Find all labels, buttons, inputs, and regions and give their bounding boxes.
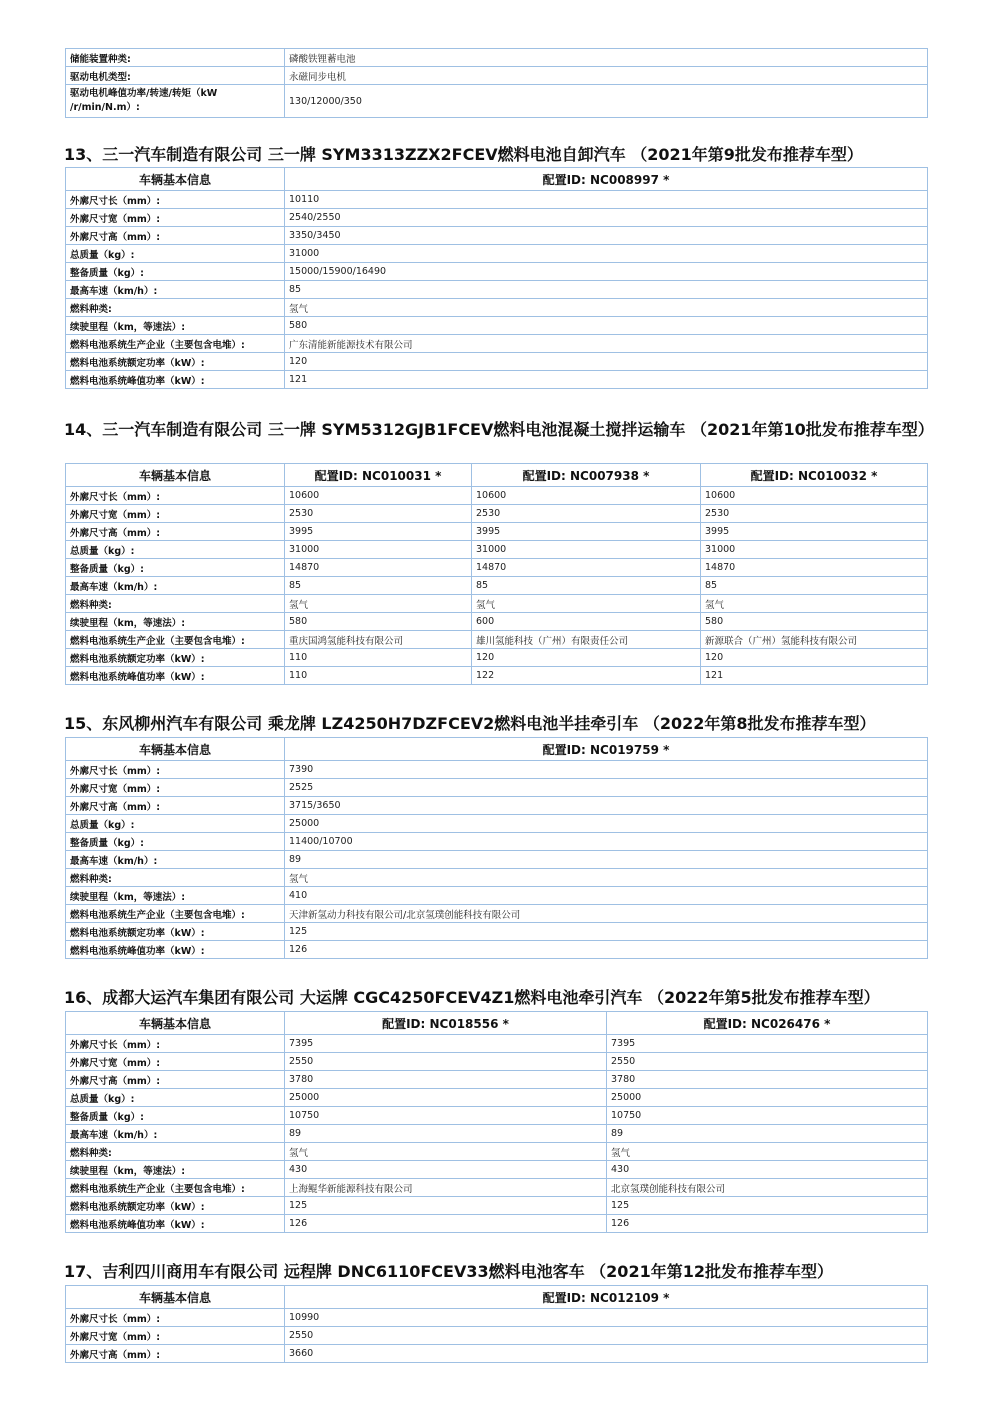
row-value: 11400/10700	[285, 833, 928, 851]
row-value: 广东清能新能源技术有限公司	[285, 335, 928, 353]
row-value: 14870	[701, 559, 928, 577]
row-value: 氢气	[701, 595, 928, 613]
table-row	[66, 595, 928, 613]
row-value: 580	[285, 317, 928, 335]
row-value: 89	[607, 1125, 928, 1143]
row-label: 总质量（kg）:	[66, 541, 285, 559]
table-row	[66, 1179, 928, 1197]
table-row	[66, 85, 928, 118]
table-row	[66, 1215, 928, 1233]
row-label: 驱动电机峰值功率/转速/转矩（kW /r/min/N.m）:	[66, 85, 285, 118]
row-label: 燃料电池系统生产企业（主要包含电堆）:	[66, 335, 285, 353]
spec-table-continued	[65, 48, 928, 118]
row-value: 雄川氢能科技（广州）有限责任公司	[472, 631, 701, 649]
row-value: 7395	[285, 1035, 607, 1053]
row-label: 外廓尺寸长（mm）:	[66, 761, 285, 779]
row-value: 85	[701, 577, 928, 595]
header-config-id: 配置ID: NC019759 *	[285, 738, 928, 761]
row-value: 125	[607, 1197, 928, 1215]
header-config-id: 配置ID: NC018556 *	[285, 1012, 607, 1035]
row-value: 580	[285, 613, 472, 631]
row-value: 氢气	[285, 595, 472, 613]
row-label: 外廓尺寸宽（mm）:	[66, 1053, 285, 1071]
row-value: 14870	[285, 559, 472, 577]
row-value: 10600	[285, 487, 472, 505]
table-row	[66, 905, 928, 923]
table-row	[66, 1197, 928, 1215]
row-label: 续驶里程（km，等速法）:	[66, 887, 285, 905]
header-basic-info: 车辆基本信息	[66, 738, 285, 761]
row-value: 121	[285, 371, 928, 389]
section-title-14: 14、三一汽车制造有限公司 三一牌 SYM5312GJB1FCEV燃料电池混凝土搅拌运输车 （2021年第10批发布推荐车型）	[64, 420, 934, 439]
row-value: 25000	[607, 1089, 928, 1107]
table-row	[66, 371, 928, 389]
row-value: 天津新氢动力科技有限公司/北京氢璞创能科技有限公司	[285, 905, 928, 923]
row-value: 110	[285, 649, 472, 667]
row-value: 25000	[285, 815, 928, 833]
spec-table-15	[65, 737, 928, 959]
row-value: 10750	[607, 1107, 928, 1125]
table-row	[66, 923, 928, 941]
table-row	[66, 191, 928, 209]
row-label: 整备质量（kg）:	[66, 833, 285, 851]
table-row	[66, 761, 928, 779]
row-label: 外廓尺寸宽（mm）:	[66, 779, 285, 797]
table-row	[66, 833, 928, 851]
table-header-row	[66, 464, 928, 487]
row-label: 燃料电池系统额定功率（kW）:	[66, 649, 285, 667]
table-row	[66, 523, 928, 541]
table-header-row	[66, 168, 928, 191]
row-label: 最高车速（km/h）:	[66, 281, 285, 299]
row-value: 31000	[701, 541, 928, 559]
header-basic-info: 车辆基本信息	[66, 464, 285, 487]
table-row	[66, 541, 928, 559]
table-row	[66, 1345, 928, 1363]
table-row	[66, 1107, 928, 1125]
spec-table-13	[65, 167, 928, 389]
table-row	[66, 263, 928, 281]
table-row	[66, 649, 928, 667]
row-value: 89	[285, 851, 928, 869]
table-row	[66, 797, 928, 815]
row-value: 10990	[285, 1309, 928, 1327]
row-label: 燃料电池系统额定功率（kW）:	[66, 1197, 285, 1215]
table-row	[66, 631, 928, 649]
header-config-id: 配置ID: NC007938 *	[472, 464, 701, 487]
row-label: 最高车速（km/h）:	[66, 577, 285, 595]
row-value: 85	[285, 281, 928, 299]
row-value: 2525	[285, 779, 928, 797]
row-value: 2550	[607, 1053, 928, 1071]
row-value: 重庆国鸿氢能科技有限公司	[285, 631, 472, 649]
header-config-id: 配置ID: NC026476 *	[607, 1012, 928, 1035]
row-value: 89	[285, 1125, 607, 1143]
table-row	[66, 851, 928, 869]
row-value: 410	[285, 887, 928, 905]
row-value: 3995	[285, 523, 472, 541]
table-row	[66, 487, 928, 505]
row-label: 燃料电池系统峰值功率（kW）:	[66, 1215, 285, 1233]
row-label: 燃料电池系统额定功率（kW）:	[66, 353, 285, 371]
row-label: 外廓尺寸长（mm）:	[66, 1035, 285, 1053]
table-row	[66, 1053, 928, 1071]
table-row	[66, 227, 928, 245]
table-row	[66, 1143, 928, 1161]
row-value: 2530	[701, 505, 928, 523]
row-value: 120	[472, 649, 701, 667]
row-label: 续驶里程（km，等速法）:	[66, 317, 285, 335]
row-value: 氢气	[607, 1143, 928, 1161]
section-title-16: 16、成都大运汽车集团有限公司 大运牌 CGC4250FCEV4Z1燃料电池牵引汽车 （2022年第5批发布推荐车型）	[64, 988, 880, 1007]
row-value: 25000	[285, 1089, 607, 1107]
row-value: 7395	[607, 1035, 928, 1053]
row-value: 120	[701, 649, 928, 667]
table-row	[66, 779, 928, 797]
table-row	[66, 299, 928, 317]
table-row	[66, 1035, 928, 1053]
section-title-15: 15、东风柳州汽车有限公司 乘龙牌 LZ4250H7DZFCEV2燃料电池半挂牵引车 （2022年第8批发布推荐车型）	[64, 714, 876, 733]
row-label: 燃料种类:	[66, 299, 285, 317]
table-row	[66, 613, 928, 631]
row-label: 外廓尺寸长（mm）:	[66, 191, 285, 209]
row-value: 10750	[285, 1107, 607, 1125]
table-row	[66, 577, 928, 595]
row-value: 14870	[472, 559, 701, 577]
row-value: 126	[607, 1215, 928, 1233]
table-header-row	[66, 1286, 928, 1309]
row-value: 磷酸铁锂蓄电池	[285, 49, 928, 67]
row-value: 15000/15900/16490	[285, 263, 928, 281]
row-label: 总质量（kg）:	[66, 245, 285, 263]
row-label: 整备质量（kg）:	[66, 263, 285, 281]
table-row	[66, 887, 928, 905]
row-label: 最高车速（km/h）:	[66, 1125, 285, 1143]
row-label: 燃料电池系统生产企业（主要包含电堆）:	[66, 905, 285, 923]
table-row	[66, 869, 928, 887]
row-value: 2530	[472, 505, 701, 523]
row-label: 燃料电池系统额定功率（kW）:	[66, 923, 285, 941]
table-row	[66, 1327, 928, 1345]
row-value: 430	[285, 1161, 607, 1179]
row-label: 外廓尺寸高（mm）:	[66, 797, 285, 815]
row-label: 燃料种类:	[66, 595, 285, 613]
row-label: 燃料种类:	[66, 869, 285, 887]
table-row	[66, 335, 928, 353]
row-label: 续驶里程（km，等速法）:	[66, 1161, 285, 1179]
spec-table-16	[65, 1011, 928, 1233]
spec-table-17	[65, 1285, 928, 1363]
row-value: 3350/3450	[285, 227, 928, 245]
spec-table-14	[65, 463, 928, 685]
table-row	[66, 1309, 928, 1327]
row-value: 2550	[285, 1053, 607, 1071]
table-header-row	[66, 1012, 928, 1035]
row-value: 125	[285, 923, 928, 941]
section-title-13: 13、三一汽车制造有限公司 三一牌 SYM3313ZZX2FCEV燃料电池自卸汽车 （2021年第9批发布推荐车型）	[64, 145, 863, 164]
header-basic-info: 车辆基本信息	[66, 168, 285, 191]
header-config-id: 配置ID: NC012109 *	[285, 1286, 928, 1309]
table-header-row	[66, 738, 928, 761]
row-value: 2540/2550	[285, 209, 928, 227]
row-label: 外廓尺寸高（mm）:	[66, 1345, 285, 1363]
row-label: 驱动电机类型:	[66, 67, 285, 85]
row-value: 85	[472, 577, 701, 595]
row-value: 3715/3650	[285, 797, 928, 815]
row-label: 燃料电池系统生产企业（主要包含电堆）:	[66, 1179, 285, 1197]
row-value: 580	[701, 613, 928, 631]
row-value: 2550	[285, 1327, 928, 1345]
header-basic-info: 车辆基本信息	[66, 1286, 285, 1309]
row-value: 2530	[285, 505, 472, 523]
row-value: 125	[285, 1197, 607, 1215]
header-config-id: 配置ID: NC010032 *	[701, 464, 928, 487]
row-value: 3995	[472, 523, 701, 541]
row-value: 3780	[285, 1071, 607, 1089]
row-value: 126	[285, 1215, 607, 1233]
row-label: 总质量（kg）:	[66, 1089, 285, 1107]
table-row	[66, 1071, 928, 1089]
table-row	[66, 815, 928, 833]
row-label: 整备质量（kg）:	[66, 559, 285, 577]
row-label: 外廓尺寸宽（mm）:	[66, 1327, 285, 1345]
row-value: 10600	[701, 487, 928, 505]
table-row	[66, 281, 928, 299]
row-value: 3995	[701, 523, 928, 541]
row-label: 外廓尺寸宽（mm）:	[66, 209, 285, 227]
row-value: 126	[285, 941, 928, 959]
row-label: 续驶里程（km，等速法）:	[66, 613, 285, 631]
row-value: 氢气	[285, 869, 928, 887]
row-value: 氢气	[285, 299, 928, 317]
row-label: 燃料种类:	[66, 1143, 285, 1161]
row-value: 600	[472, 613, 701, 631]
table-row	[66, 667, 928, 685]
row-value: 氢气	[472, 595, 701, 613]
row-label: 总质量（kg）:	[66, 815, 285, 833]
row-label: 燃料电池系统生产企业（主要包含电堆）:	[66, 631, 285, 649]
row-value: 31000	[472, 541, 701, 559]
header-config-id: 配置ID: NC010031 *	[285, 464, 472, 487]
row-value: 3660	[285, 1345, 928, 1363]
row-label: 外廓尺寸高（mm）:	[66, 1071, 285, 1089]
row-value: 永磁同步电机	[285, 67, 928, 85]
row-label: 外廓尺寸宽（mm）:	[66, 505, 285, 523]
row-label: 外廓尺寸长（mm）:	[66, 1309, 285, 1327]
row-label: 外廓尺寸高（mm）:	[66, 227, 285, 245]
row-label: 外廓尺寸高（mm）:	[66, 523, 285, 541]
row-value: 130/12000/350	[285, 85, 928, 118]
row-value: 121	[701, 667, 928, 685]
table-row	[66, 209, 928, 227]
header-basic-info: 车辆基本信息	[66, 1012, 285, 1035]
row-label: 燃料电池系统峰值功率（kW）:	[66, 371, 285, 389]
row-label: 燃料电池系统峰值功率（kW）:	[66, 941, 285, 959]
row-label: 外廓尺寸长（mm）:	[66, 487, 285, 505]
row-value: 120	[285, 353, 928, 371]
row-value: 85	[285, 577, 472, 595]
row-value: 430	[607, 1161, 928, 1179]
row-value: 122	[472, 667, 701, 685]
row-value: 110	[285, 667, 472, 685]
row-value: 上海鲲华新能源科技有限公司	[285, 1179, 607, 1197]
header-config-id: 配置ID: NC008997 *	[285, 168, 928, 191]
table-row	[66, 49, 928, 67]
table-row	[66, 245, 928, 263]
table-row	[66, 1125, 928, 1143]
table-row	[66, 67, 928, 85]
table-row	[66, 505, 928, 523]
row-label: 最高车速（km/h）:	[66, 851, 285, 869]
table-row	[66, 317, 928, 335]
row-value: 31000	[285, 245, 928, 263]
row-value: 31000	[285, 541, 472, 559]
table-row	[66, 1089, 928, 1107]
row-value: 3780	[607, 1071, 928, 1089]
table-row	[66, 1161, 928, 1179]
row-value: 北京氢璞创能科技有限公司	[607, 1179, 928, 1197]
table-row	[66, 559, 928, 577]
table-row	[66, 941, 928, 959]
table-row	[66, 353, 928, 371]
row-value: 7390	[285, 761, 928, 779]
row-value: 10600	[472, 487, 701, 505]
row-value: 10110	[285, 191, 928, 209]
row-label: 燃料电池系统峰值功率（kW）:	[66, 667, 285, 685]
row-value: 氢气	[285, 1143, 607, 1161]
row-value: 新源联合（广州）氢能科技有限公司	[701, 631, 928, 649]
row-label: 整备质量（kg）:	[66, 1107, 285, 1125]
row-label: 储能装置种类:	[66, 49, 285, 67]
section-title-17: 17、吉利四川商用车有限公司 远程牌 DNC6110FCEV33燃料电池客车 （2021年第12批发布推荐车型）	[64, 1262, 833, 1281]
